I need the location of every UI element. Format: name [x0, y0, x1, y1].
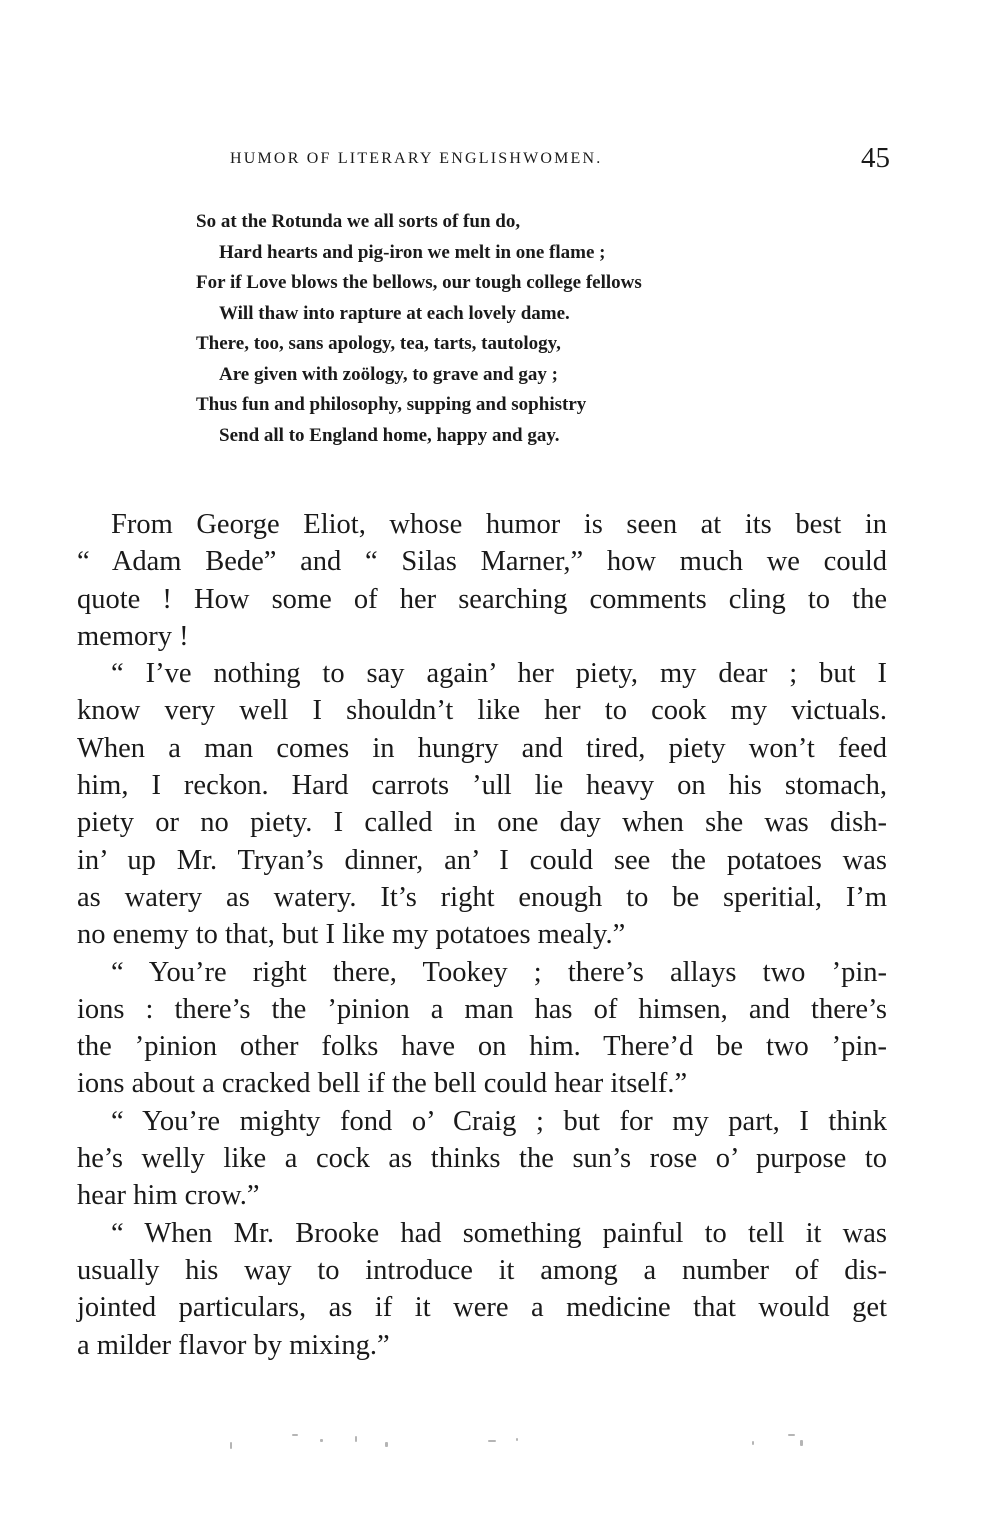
scan-speck: [788, 1434, 795, 1436]
text-line: piety or no piety. I called in one day when she was dish-: [77, 807, 887, 839]
text-line: ions : there’s the ’pinion a man has of himsen, and there’s: [77, 993, 887, 1025]
paragraph-quote-piety: [77, 655, 887, 953]
scan-specks: [220, 1430, 820, 1454]
text-line: “ Adam Bede” and “ Silas Marner,” how much we could: [77, 546, 887, 578]
poem-line: So at the Rotunda we all sorts of fun do,: [196, 211, 521, 232]
text-line: “ You’re right there, Tookey ; there’s allays two ’pin-: [111, 956, 887, 988]
scan-speck: [516, 1438, 518, 1441]
paragraph-quote-brooke: [77, 1215, 887, 1364]
poem-line: Send all to England home, happy and gay.: [219, 424, 560, 446]
text-line: as watery as watery. It’s right enough to be speritial, I’m: [77, 881, 887, 913]
text-line: he’s welly like a cock as thinks the sun’s rose o’ purpose to: [77, 1143, 887, 1175]
text-line: From George Eliot, whose humor is seen at its best in: [111, 509, 887, 540]
poem-line: Hard hearts and pig-iron we melt in one flame ;: [219, 241, 606, 263]
text-line: ions about a cracked bell if the bell could hear itself.”: [77, 1068, 688, 1100]
scan-speck: [355, 1436, 357, 1442]
text-line: “ I’ve nothing to say again’ her piety, my dear ; but I: [111, 658, 887, 690]
text-line: “ You’re mighty fond o’ Craig ; but for my part, I think: [111, 1105, 887, 1137]
text-line: hear him crow.”: [77, 1180, 260, 1212]
text-line: no enemy to that, but I like my potatoes mealy.”: [77, 919, 626, 951]
running-title: HUMOR OF LITERARY ENGLISHWOMEN.: [230, 150, 603, 167]
text-line: memory !: [77, 620, 189, 652]
paragraph-quote-craig: [77, 1103, 887, 1215]
scan-speck: [320, 1439, 323, 1442]
text-line: the ’pinion other folks have on him. There’d be two ’pin-: [77, 1031, 887, 1063]
scan-speck: [292, 1434, 298, 1436]
poem-line: For if Love blows the bellows, our tough college fellows: [196, 272, 642, 293]
scan-speck: [800, 1440, 803, 1446]
text-line: know very well I shouldn’t like her to cook my victuals.: [77, 695, 887, 727]
text-line: him, I reckon. Hard carrots ’ull lie heavy on his stomach,: [77, 770, 887, 802]
scan-speck: [230, 1442, 232, 1449]
poem-line: Are given with zoölogy, to grave and gay ;: [219, 363, 558, 385]
poem-line: There, too, sans apology, tea, tarts, tautology,: [196, 333, 561, 354]
text-line: usually his way to introduce it among a number of dis-: [77, 1254, 887, 1286]
text-line: jointed particulars, as if it were a medicine that would get: [77, 1292, 887, 1324]
text-line: quote ! How some of her searching comments cling to the: [77, 583, 887, 615]
page-number: 45: [861, 142, 890, 174]
paragraph-intro: [77, 506, 887, 655]
poem-line: Thus fun and philosophy, supping and sophistry: [196, 394, 587, 415]
text-line: “ When Mr. Brooke had something painful to tell it was: [111, 1217, 887, 1249]
paragraph-quote-pinions: [77, 954, 887, 1103]
scan-speck: [752, 1441, 754, 1445]
poem-stanza: [196, 207, 876, 451]
scan-speck: [488, 1440, 496, 1442]
running-header: [230, 142, 890, 176]
text-line: in’ up Mr. Tryan’s dinner, an’ I could see the potatoes was: [77, 844, 887, 876]
scan-speck: [385, 1442, 388, 1447]
poem-line: Will thaw into rapture at each lovely dame.: [219, 302, 570, 324]
body-text: [77, 506, 887, 1364]
text-line: a milder flavor by mixing.”: [77, 1329, 390, 1361]
text-line: When a man comes in hungry and tired, piety won’t feed: [77, 732, 887, 764]
